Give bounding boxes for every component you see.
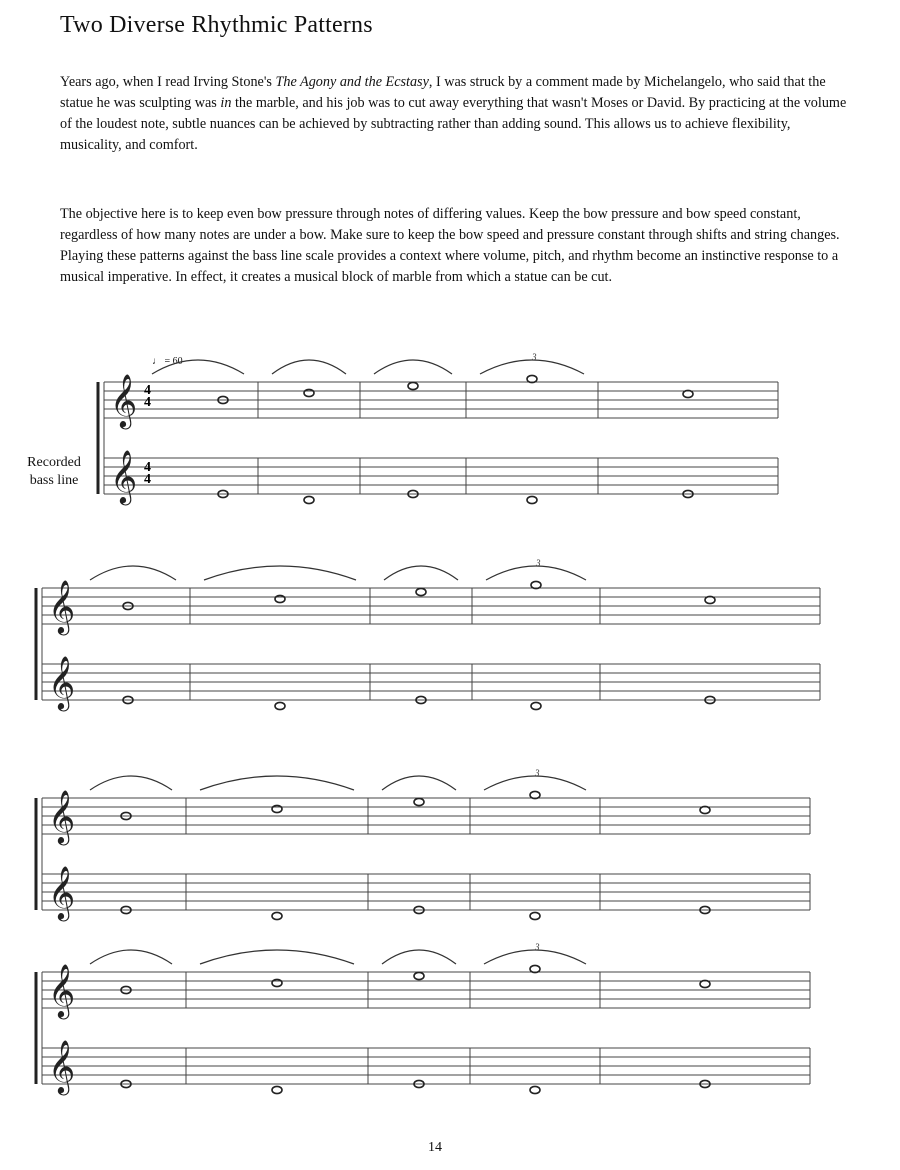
slur: [90, 950, 172, 964]
time-sig-top-bass: 4: [144, 460, 151, 475]
triplet-number: 3: [532, 352, 537, 362]
slur: [204, 566, 356, 580]
page-number: 14: [428, 1140, 442, 1155]
slur: [152, 360, 244, 374]
slur: [382, 950, 456, 964]
whole-note: [414, 798, 424, 805]
bass-label-line1: Recorded: [27, 455, 81, 470]
time-sig-top-treble: 4: [144, 383, 151, 398]
whole-note: [530, 912, 540, 919]
treble-clef: 𝄞: [110, 449, 138, 503]
slur: [486, 566, 586, 580]
slur: [480, 360, 584, 374]
time-sig-bottom-bass: 4: [144, 472, 151, 487]
slur: [90, 566, 176, 580]
slur: [382, 776, 456, 790]
slur: [200, 776, 354, 790]
slur: [374, 360, 452, 374]
whole-note: [304, 389, 314, 396]
whole-note: [272, 912, 282, 919]
treble-clef: 𝄞: [48, 579, 76, 633]
intro-text-3: the marble, and his job was to cut away everything that wasn't Moses or David. By practicing at the volume of the loudest note, subtle nuances can be achieved by subtracting rather than adding sound. This allows us to achieve flexibility, musicality, and comfort.: [60, 95, 847, 153]
intro-text-1: Years ago, when I read Irving Stone's: [60, 74, 276, 90]
whole-note: [275, 702, 285, 709]
emphasis-word: in: [220, 95, 232, 111]
tempo-marking: ♩ = 60: [152, 356, 183, 367]
triplet-number: 3: [535, 768, 540, 778]
treble-clef: 𝄞: [48, 865, 76, 919]
whole-note: [272, 1086, 282, 1093]
triplet-number: 3: [535, 942, 540, 952]
whole-note: [530, 1086, 540, 1093]
slur: [484, 950, 586, 964]
slur: [484, 776, 586, 790]
whole-note: [408, 382, 418, 389]
treble-clef: 𝄞: [48, 789, 76, 843]
slur: [90, 776, 172, 790]
slur: [200, 950, 354, 964]
triplet-number: 3: [536, 558, 541, 568]
page-title: Two Diverse Rhythmic Patterns: [60, 12, 373, 38]
treble-clef: 𝄞: [48, 1039, 76, 1093]
whole-note: [275, 595, 285, 602]
slur: [272, 360, 346, 374]
whole-note: [531, 702, 541, 709]
whole-note: [272, 979, 282, 986]
time-sig-bottom-treble: 4: [144, 395, 151, 410]
objective-paragraph: The objective here is to keep even bow pressure through notes of differing values. Keep the bow pressure and bow speed constant, regardless of how many notes are under a bow. Make sure to keep the bow speed and pressure constant through shifts and string changes. Playing these patterns against the bass line scale provides a context where volume, pitch, and rhythm become an instinctive response to a musical imperative. In effect, it creates a musical block of marble from which a statue can be cut.: [60, 206, 840, 285]
treble-clef: 𝄞: [48, 655, 76, 709]
whole-note: [304, 496, 314, 503]
score-systems: [36, 352, 820, 1095]
whole-note: [414, 972, 424, 979]
whole-note: [527, 496, 537, 503]
whole-note: [272, 805, 282, 812]
slur: [384, 566, 458, 580]
intro-text-2: , I was struck by a comment made by Michelangelo, who said that the statue he was sculpting was: [60, 74, 826, 111]
whole-note: [416, 588, 426, 595]
book-title: The Agony and the Ecstasy: [275, 74, 429, 90]
treble-clef: 𝄞: [48, 963, 76, 1017]
bass-label-line2: bass line: [29, 473, 79, 488]
treble-clef: 𝄞: [110, 373, 138, 427]
